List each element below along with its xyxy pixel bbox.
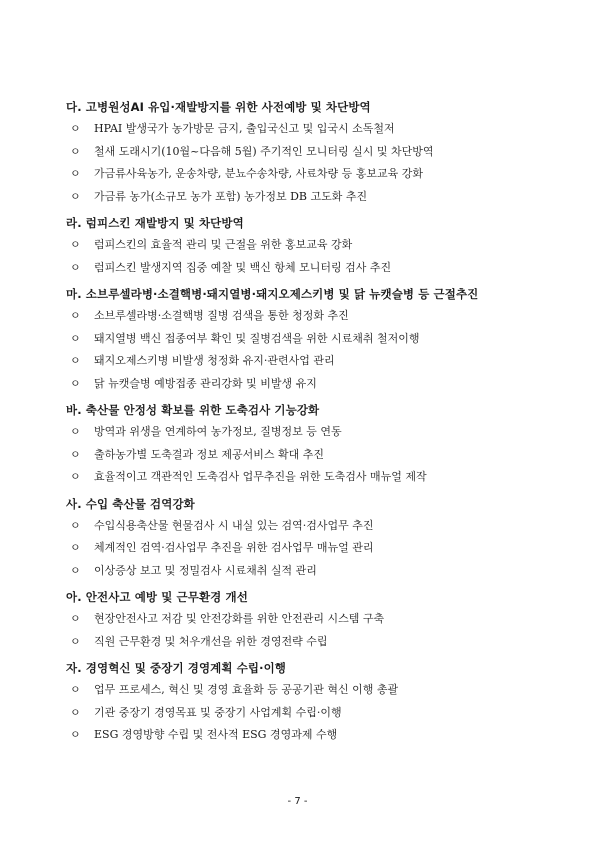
bullet-marker: ㅇ <box>70 144 81 158</box>
bullet-marker: ㅇ <box>70 728 81 741</box>
list-item <box>66 328 556 351</box>
list-item <box>66 679 556 702</box>
list-item <box>66 608 556 631</box>
bullet-marker: ㅇ <box>70 447 81 461</box>
list-item <box>66 724 556 747</box>
bullet-marker: ㅇ <box>70 541 81 554</box>
list-item <box>66 373 556 396</box>
list-item <box>66 537 556 560</box>
bullet-marker: ㅇ <box>70 331 81 345</box>
list-item <box>66 515 556 538</box>
section-heading: 아. 안전사고 예방 및 근무환경 개선 <box>66 590 248 604</box>
list-item-text: 수입식용축산물 현물검사 시 내실 있는 검역·검사업무 추진 <box>94 518 374 532</box>
section <box>66 283 556 399</box>
bullet-marker: ㅇ <box>70 376 81 390</box>
list-item-text: 현장안전사고 저감 및 안전강화를 위한 안전관리 시스템 구축 <box>94 612 385 625</box>
bullet-marker: ㅇ <box>70 634 81 648</box>
list-item <box>66 163 556 186</box>
bullet-marker: ㅇ <box>70 470 81 483</box>
bullet-marker: ㅇ <box>70 354 81 367</box>
bullet-marker: ㅇ <box>70 309 81 322</box>
list-item <box>66 444 556 467</box>
list-item <box>66 118 556 141</box>
list-item-text: 럼피스킨의 효율적 관리 및 근절을 위한 홍보교육 강화 <box>94 238 353 251</box>
bullet-marker: ㅇ <box>70 425 81 438</box>
list-item-text: 이상증상 보고 및 정밀검사 시료채취 실적 관리 <box>94 563 317 577</box>
section-heading: 라. 럼피스킨 재발방지 및 차단방역 <box>66 216 244 230</box>
section-gap <box>66 747 556 751</box>
list-item <box>66 234 556 257</box>
list-item <box>66 466 556 489</box>
document-body <box>66 96 556 751</box>
bullet-marker: ㅇ <box>70 612 81 625</box>
bullet-marker: ㅇ <box>70 238 81 251</box>
bullet-marker: ㅇ <box>70 518 81 532</box>
list-item-text: 업무 프로세스, 혁신 및 경영 효율화 등 공공기관 혁신 이행 총괄 <box>94 683 399 696</box>
bullet-marker: ㅇ <box>70 705 81 719</box>
list-item-text: 닭 뉴캣슬병 예방접종 관리강화 및 비발생 유지 <box>94 376 317 390</box>
list-item <box>66 631 556 654</box>
section-heading: 다. 고병원성AI 유입·재발방지를 위한 사전예방 및 차단방역 <box>66 100 371 114</box>
list-item <box>66 421 556 444</box>
section <box>66 586 556 657</box>
bullet-marker: ㅇ <box>70 683 81 696</box>
list-item-text: ESG 경영방향 수립 및 전사적 ESG 경영과제 수행 <box>94 728 338 741</box>
section-heading: 마. 소브루셀라병·소결핵병·돼지열병·돼지오제스키병 및 닭 뉴캣슬병 등 근절추진 <box>66 287 479 301</box>
list-item-text: 방역과 위생을 연계하여 농가정보, 질병정보 등 연동 <box>94 425 342 438</box>
section-heading: 바. 축산물 안정성 확보를 위한 도축검사 기능강화 <box>66 403 320 417</box>
section-heading: 사. 수입 축산물 검역강화 <box>66 496 195 511</box>
list-item <box>66 305 556 328</box>
list-item-text: 돼지오제스키병 비발생 청정화 유지·관련사업 관리 <box>94 354 335 367</box>
section <box>66 657 556 751</box>
list-item <box>66 141 556 164</box>
bullet-marker: ㅇ <box>70 122 81 135</box>
page-number: - 7 - <box>287 796 308 807</box>
list-item-text: 체계적인 검역·검사업무 추진을 위한 검사업무 매뉴얼 관리 <box>94 541 374 554</box>
section <box>66 96 556 212</box>
section <box>66 212 556 283</box>
list-item-text: 럼피스킨 발생지역 집중 예찰 및 백신 항체 모니터링 검사 추진 <box>94 260 392 274</box>
list-item <box>66 350 556 373</box>
list-item-text: 소브루셀라병·소결핵병 질병 검색을 통한 청정화 추진 <box>94 309 349 322</box>
list-item-text: 돼지열병 백신 접종여부 확인 및 질병검색을 위한 시료채취 철저이행 <box>94 331 420 345</box>
list-item-text: 철새 도래시기(10월~다음해 5월) 주기적인 모니터링 실시 및 차단방역 <box>94 144 434 158</box>
list-item-text: 출하농가별 도축결과 정보 제공서비스 확대 추진 <box>94 447 325 461</box>
list-item <box>66 257 556 280</box>
section <box>66 493 556 587</box>
bullet-marker: ㅇ <box>70 167 81 180</box>
list-item-text: 직원 근무환경 및 처우개선을 위한 경영전략 수립 <box>94 634 328 648</box>
section <box>66 399 556 493</box>
list-item-text: HPAI 발생국가 농가방문 금지, 출입국신고 및 입국시 소독철저 <box>94 122 395 135</box>
bullet-marker: ㅇ <box>70 189 81 203</box>
list-item-text: 효율적이고 객관적인 도축검사 업무추진을 위한 도축검사 매뉴얼 제작 <box>94 470 427 483</box>
list-item-text: 기관 중장기 경영목표 및 중장기 사업계획 수립·이행 <box>94 705 342 719</box>
list-item-text: 가금류 농가(소규모 농가 포함) 농가정보 DB 고도화 추진 <box>94 189 368 203</box>
section-heading: 자. 경영혁신 및 중장기 경영계획 수립·이행 <box>66 661 287 675</box>
list-item <box>66 186 556 209</box>
bullet-marker: ㅇ <box>70 563 81 577</box>
bullet-marker: ㅇ <box>70 260 81 274</box>
list-item <box>66 702 556 725</box>
list-item-text: 가금류사육농가, 운송차량, 분뇨수송차량, 사료차량 등 홍보교육 강화 <box>94 167 423 180</box>
list-item <box>66 560 556 583</box>
